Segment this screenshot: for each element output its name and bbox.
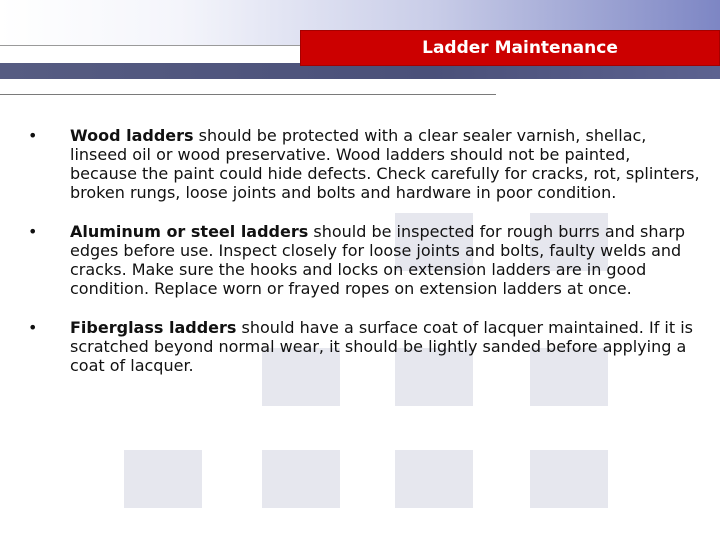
bullet-text: should have a surface coat of lacquer maintained. If it is scratched beyond normal wear, it should be lightly sanded before applying a coat of lacquer. xyxy=(70,318,693,375)
watermark-square xyxy=(530,450,608,508)
bullet-heading: Wood ladders xyxy=(70,126,194,145)
bullet-item-wood xyxy=(28,126,700,202)
bullet-dot-icon: • xyxy=(28,222,38,241)
watermark-square xyxy=(124,450,202,508)
page-title: Ladder Maintenance xyxy=(422,38,618,58)
bullet-text: should be protected with a clear sealer varnish, shellac, linseed oil or wood preservative. Wood ladders should not be painted, because the paint could hide defects. Check carefully for cracks, rot, splinters, broken rungs, loose joints and bolts and hardware in poor condition. xyxy=(70,126,700,202)
bullet-heading: Aluminum or steel ladders xyxy=(70,222,309,241)
bullet-text: should be inspected for rough burrs and sharp edges before use. Inspect closely for loose joints and bolts, faulty welds and cracks. Make sure the hooks and locks on extension ladders are in good condition. Replace worn or frayed ropes on extension ladders at once. xyxy=(70,222,686,298)
bullet-dot-icon: • xyxy=(28,318,38,337)
header-rule xyxy=(0,45,300,46)
title-banner xyxy=(300,30,720,66)
watermark-square xyxy=(395,450,473,508)
bullet-list xyxy=(28,126,700,395)
bullet-item-fiberglass xyxy=(28,318,700,375)
bullet-heading: Fiberglass ladders xyxy=(70,318,237,337)
bullet-item-aluminum-steel xyxy=(28,222,700,298)
title-underline xyxy=(0,94,496,95)
bullet-dot-icon: • xyxy=(28,126,38,145)
watermark-square xyxy=(262,450,340,508)
